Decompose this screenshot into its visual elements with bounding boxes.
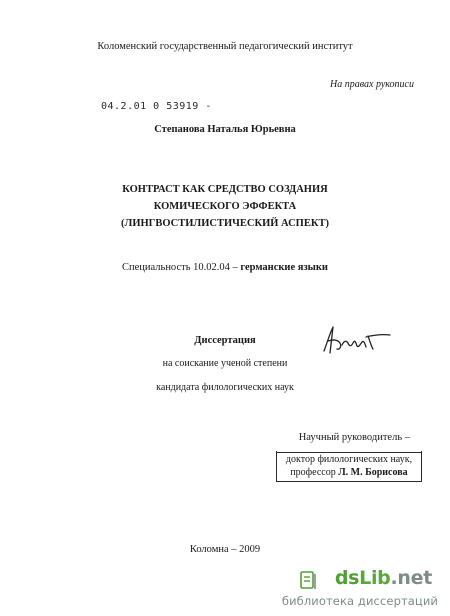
registration-number: 04.2.01 0 53919 - bbox=[101, 101, 212, 112]
title-line-3: (ЛИНГВОСТИЛИСТИЧЕСКИЙ АСПЕКТ) bbox=[121, 218, 329, 229]
dslib-logo-icon bbox=[299, 569, 319, 591]
logo-lib: Lib bbox=[359, 567, 391, 589]
city-year: Коломна – 2009 bbox=[189, 544, 261, 555]
advisor-degree: доктор филологических наук, bbox=[277, 452, 421, 466]
specialty-field: германские языки bbox=[240, 262, 328, 273]
logo-net: .net bbox=[390, 567, 432, 589]
dissertation-title bbox=[0, 181, 450, 232]
manuscript-note: На правах рукописи bbox=[330, 79, 414, 90]
degree-line-1: на соискание ученой степени bbox=[162, 358, 288, 369]
logo-ds: ds bbox=[334, 567, 360, 589]
advisor-name: Л. М. Борисова bbox=[338, 467, 408, 478]
specialty-line bbox=[0, 262, 450, 273]
dslib-logo-text bbox=[335, 567, 432, 589]
title-line-1: КОНТРАСТ КАК СРЕДСТВО СОЗДАНИЯ bbox=[122, 184, 328, 195]
advisor-details bbox=[276, 451, 422, 482]
work-type-label: Диссертация bbox=[194, 335, 256, 346]
author-name: Степанова Наталья Юрьевна bbox=[154, 124, 296, 135]
handwritten-signature bbox=[318, 323, 393, 359]
dslib-watermark bbox=[281, 567, 442, 613]
specialty-code: Специальность 10.02.04 – bbox=[122, 262, 241, 273]
advisor-title: профессор bbox=[290, 467, 339, 478]
degree-line-2: кандидата филологических наук bbox=[156, 382, 294, 393]
advisor-label: Научный руководитель – bbox=[298, 432, 410, 443]
dslib-subtitle: библиотека диссертаций bbox=[281, 594, 438, 608]
title-line-2: КОМИЧЕСКОГО ЭФФЕКТА bbox=[153, 201, 297, 212]
advisor-title-line bbox=[279, 466, 419, 479]
institute-name: Коломенский государственный педагогический институт bbox=[97, 41, 353, 52]
